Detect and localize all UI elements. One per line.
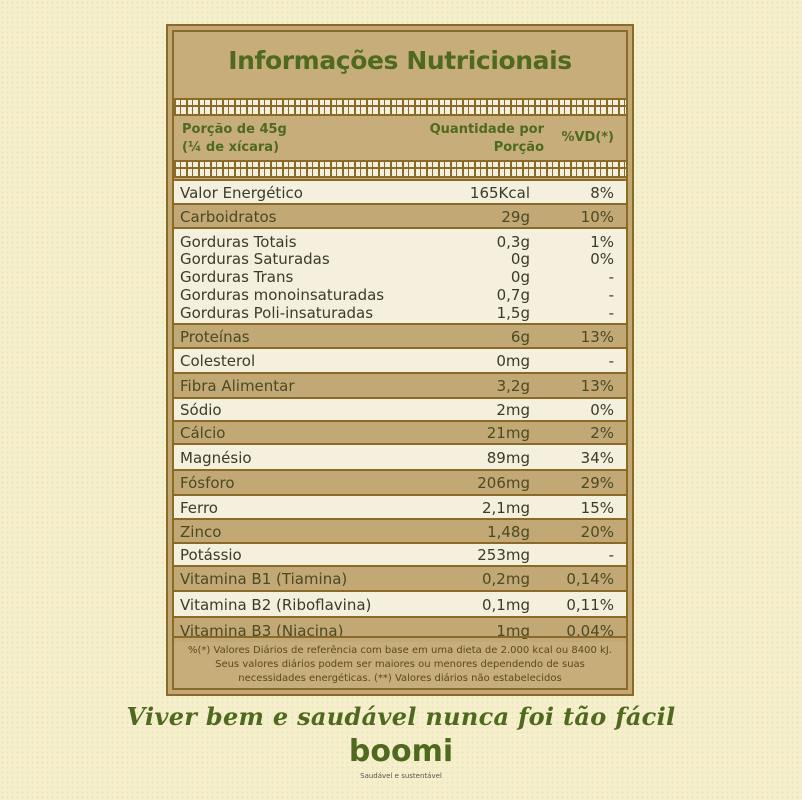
nutrient-name: Proteínas: [180, 328, 250, 346]
brand-logo: boomi: [348, 734, 454, 769]
table-subrow: [174, 304, 626, 322]
table-subrow: [174, 250, 626, 268]
quantity-line2: Porção: [493, 140, 544, 155]
table-row: [174, 347, 626, 372]
table-row: [174, 372, 626, 397]
nutrient-amount: 165Kcal: [469, 184, 530, 202]
nutrient-name: Fósforo: [180, 474, 235, 492]
footnote: [174, 636, 626, 688]
nutrient-amount: 206mg: [477, 474, 530, 492]
decorative-band-middle: [174, 160, 626, 178]
table-row: [174, 323, 626, 347]
table-row: [174, 542, 626, 565]
nutrient-amount: 1mg: [496, 622, 530, 640]
nutrient-name: Gorduras monoinsaturadas: [180, 286, 385, 304]
table-header: [174, 115, 626, 159]
table-row: [174, 179, 626, 203]
nutrient-dv: -: [608, 352, 614, 370]
slogan: Viver bem e saudável nunca foi tão fácil: [126, 702, 676, 731]
nutrient-dv: 10%: [580, 208, 614, 226]
nutrient-dv: 0,11%: [566, 596, 614, 614]
table-row-fats: [174, 227, 626, 323]
nutrient-name: Colesterol: [180, 352, 256, 370]
nutrient-amount: 0,1mg: [482, 596, 530, 614]
nutrient-amount: 21mg: [486, 424, 530, 442]
nutrient-dv: 29%: [580, 474, 614, 492]
table-row: [174, 518, 626, 542]
table-row: [174, 494, 626, 518]
nutrient-name: Valor Energético: [180, 184, 303, 202]
nutrient-name: Gorduras Saturadas: [180, 250, 330, 268]
table-row: [174, 420, 626, 443]
nutrition-facts-panel: [166, 24, 634, 696]
nutrient-dv: 1%: [590, 233, 614, 251]
brand-tagline: Saudável e sustentável: [360, 772, 442, 780]
nutrient-amount: 253mg: [477, 546, 530, 564]
nutrient-name: Carboidratos: [180, 208, 277, 226]
nutrient-name: Fibra Alimentar: [180, 377, 295, 395]
nutrient-dv: 0,14%: [566, 570, 614, 588]
nutrient-amount: 0g: [510, 268, 530, 286]
nutrient-dv: 13%: [580, 377, 614, 395]
footnote-line1: %(*) Valores Diários de referência com base em uma dieta de 2.000 kcal ou 8400 kJ.: [188, 645, 612, 656]
daily-value-header: %VD(*): [561, 130, 614, 145]
nutrient-dv: 0%: [590, 401, 614, 419]
nutrient-dv: -: [608, 286, 614, 304]
nutrient-amount: 2,1mg: [482, 499, 530, 517]
nutrient-table: [174, 179, 626, 642]
nutrient-name: Sódio: [180, 401, 222, 419]
nutrient-name: Zinco: [180, 523, 222, 541]
nutrient-name: Gorduras Trans: [180, 268, 294, 286]
nutrient-dv: 0%: [590, 250, 614, 268]
table-row: [174, 469, 626, 494]
nutrient-dv: 20%: [580, 523, 614, 541]
nutrient-name: Ferro: [180, 499, 218, 517]
nutrient-dv: -: [608, 304, 614, 322]
table-row: [174, 203, 626, 227]
nutrient-amount: 0,7g: [496, 286, 530, 304]
table-subrow: [174, 286, 626, 304]
portion-header: [182, 121, 287, 157]
nutrient-dv: 34%: [580, 449, 614, 467]
nutrient-amount: 3,2g: [496, 377, 530, 395]
nutrient-name: Potássio: [180, 546, 242, 564]
nutrient-dv: -: [608, 546, 614, 564]
table-row: [174, 565, 626, 590]
table-subrow: [174, 233, 626, 251]
nutrient-amount: 1,48g: [487, 523, 530, 541]
nutrient-amount: 6g: [510, 328, 530, 346]
nutrient-amount: 0,2mg: [482, 570, 530, 588]
nutrient-amount: 29g: [501, 208, 530, 226]
nutrient-name: Gorduras Poli-insaturadas: [180, 304, 374, 322]
nutrition-facts-inner: [172, 30, 628, 690]
footnote-line3: necessidades energéticas. (**) Valores diários não estabelecidos: [238, 673, 562, 684]
nutrient-name: Gorduras Totais: [180, 233, 297, 251]
nutrient-amount: 0g: [510, 250, 530, 268]
quantity-line1: Quantidade por: [429, 122, 544, 137]
table-row: [174, 397, 626, 420]
nutrient-name: Vitamina B3 (Niacina): [180, 622, 344, 640]
table-subrow: [174, 268, 626, 286]
nutrient-dv: 2%: [590, 424, 614, 442]
nutrient-amount: 1,5g: [496, 304, 530, 322]
portion-line2: (¼ de xícara): [182, 140, 280, 155]
nutrient-amount: 2mg: [496, 401, 530, 419]
nutrient-amount: 0,3g: [496, 233, 530, 251]
nutrient-amount: 0mg: [496, 352, 530, 370]
nutrient-name: Vitamina B2 (Riboflavina): [180, 596, 372, 614]
nutrient-name: Vitamina B1 (Tiamina): [180, 570, 348, 588]
nutrient-dv: -: [608, 268, 614, 286]
panel-title: Informações Nutricionais: [228, 46, 572, 75]
nutrient-dv: 0,04%: [566, 622, 614, 640]
portion-line1: Porção de 45g: [182, 122, 287, 137]
nutrient-dv: 13%: [580, 328, 614, 346]
decorative-band-top: [174, 98, 626, 116]
table-row: [174, 443, 626, 469]
nutrient-name: Cálcio: [180, 424, 226, 442]
footnote-line2: Seus valores diários podem ser maiores ou menores dependendo de suas: [215, 659, 585, 670]
nutrient-dv: 15%: [580, 499, 614, 517]
quantity-header: [384, 121, 544, 157]
table-row: [174, 590, 626, 616]
nutrient-amount: 89mg: [486, 449, 530, 467]
nutrient-name: Magnésio: [180, 449, 252, 467]
nutrient-dv: 8%: [590, 184, 614, 202]
